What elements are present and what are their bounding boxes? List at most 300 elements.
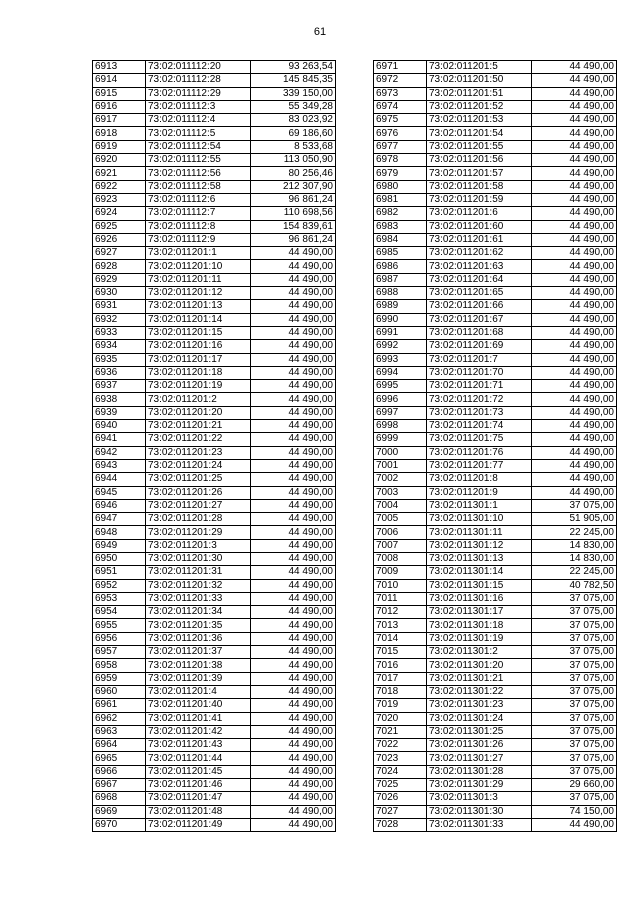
table-row <box>93 140 336 153</box>
cadastral-value: 37 075,00 <box>532 792 617 805</box>
cadastral-number: 73:02:011201:66 <box>427 300 532 313</box>
cadastral-number: 73:02:011201:74 <box>427 420 532 433</box>
row-number: 6993 <box>374 353 427 366</box>
table-row <box>93 193 336 206</box>
cadastral-value: 44 490,00 <box>532 313 617 326</box>
row-number: 6932 <box>93 313 146 326</box>
row-number: 6918 <box>93 127 146 140</box>
table-row <box>374 61 617 74</box>
cadastral-value: 44 490,00 <box>532 380 617 393</box>
cadastral-value: 44 490,00 <box>532 473 617 486</box>
cadastral-number: 73:02:011201:45 <box>146 765 251 778</box>
table-row <box>374 779 617 792</box>
cadastral-number: 73:02:011201:21 <box>146 420 251 433</box>
row-number: 6991 <box>374 326 427 339</box>
table-row <box>93 127 336 140</box>
row-number: 6929 <box>93 273 146 286</box>
cadastral-number: 73:02:011301:29 <box>427 779 532 792</box>
cadastral-value: 44 490,00 <box>532 61 617 74</box>
row-number: 6984 <box>374 233 427 246</box>
row-number: 6945 <box>93 486 146 499</box>
cadastral-value: 44 490,00 <box>251 672 336 685</box>
row-number: 6998 <box>374 420 427 433</box>
row-number: 7002 <box>374 473 427 486</box>
table-row <box>93 100 336 113</box>
cadastral-number: 73:02:011112:5 <box>146 127 251 140</box>
row-number: 6985 <box>374 247 427 260</box>
cadastral-value: 22 245,00 <box>532 526 617 539</box>
table-row <box>93 552 336 565</box>
table-row <box>374 380 617 393</box>
row-number: 6996 <box>374 393 427 406</box>
cadastral-value: 37 075,00 <box>532 712 617 725</box>
cadastral-number: 73:02:011201:68 <box>427 326 532 339</box>
row-number: 7014 <box>374 632 427 645</box>
cadastral-number: 73:02:011201:70 <box>427 366 532 379</box>
row-number: 7025 <box>374 779 427 792</box>
table-row <box>374 592 617 605</box>
row-number: 6957 <box>93 646 146 659</box>
cadastral-value: 44 490,00 <box>251 380 336 393</box>
table-row <box>374 220 617 233</box>
cadastral-number: 73:02:011301:1 <box>427 499 532 512</box>
table-row <box>93 433 336 446</box>
cadastral-number: 73:02:011201:13 <box>146 300 251 313</box>
row-number: 6959 <box>93 672 146 685</box>
row-number: 6995 <box>374 380 427 393</box>
cadastral-number: 73:02:011201:16 <box>146 340 251 353</box>
table-row <box>374 685 617 698</box>
table-row <box>374 513 617 526</box>
cadastral-number: 73:02:011201:3 <box>146 539 251 552</box>
row-number: 6914 <box>93 74 146 87</box>
cadastral-number: 73:02:011201:53 <box>427 114 532 127</box>
table-row <box>374 154 617 167</box>
row-number: 6916 <box>93 100 146 113</box>
cadastral-number: 73:02:011301:22 <box>427 685 532 698</box>
cadastral-number: 73:02:011201:7 <box>427 353 532 366</box>
cadastral-number: 73:02:011201:4 <box>146 685 251 698</box>
row-number: 7007 <box>374 539 427 552</box>
cadastral-value: 44 490,00 <box>251 579 336 592</box>
table-row <box>93 220 336 233</box>
cadastral-value: 37 075,00 <box>532 619 617 632</box>
table-row <box>93 792 336 805</box>
table-row <box>93 712 336 725</box>
cadastral-number: 73:02:011112:55 <box>146 154 251 167</box>
cadastral-number: 73:02:011201:44 <box>146 752 251 765</box>
table-row <box>374 313 617 326</box>
table-row <box>93 592 336 605</box>
cadastral-value: 44 490,00 <box>251 486 336 499</box>
table-row <box>93 353 336 366</box>
cadastral-value: 44 490,00 <box>251 353 336 366</box>
cadastral-value: 44 490,00 <box>532 366 617 379</box>
table-row <box>374 552 617 565</box>
cadastral-value: 44 490,00 <box>532 167 617 180</box>
cadastral-number: 73:02:011201:1 <box>146 247 251 260</box>
table-row <box>374 539 617 552</box>
cadastral-number: 73:02:011201:50 <box>427 74 532 87</box>
table-row <box>93 300 336 313</box>
cadastral-number: 73:02:011301:28 <box>427 765 532 778</box>
table-row <box>93 167 336 180</box>
cadastral-number: 73:02:011201:73 <box>427 406 532 419</box>
cadastral-value: 44 490,00 <box>532 127 617 140</box>
cadastral-number: 73:02:011201:57 <box>427 167 532 180</box>
cadastral-number: 73:02:011201:28 <box>146 513 251 526</box>
table-row <box>93 380 336 393</box>
cadastral-value: 44 490,00 <box>251 606 336 619</box>
cadastral-value: 44 490,00 <box>532 193 617 206</box>
cadastral-value: 44 490,00 <box>532 818 617 831</box>
table-row <box>93 579 336 592</box>
table-row <box>374 805 617 818</box>
cadastral-number: 73:02:011201:35 <box>146 619 251 632</box>
cadastral-number: 73:02:011201:30 <box>146 552 251 565</box>
table-row <box>93 739 336 752</box>
table-row <box>374 725 617 738</box>
table-row <box>374 712 617 725</box>
cadastral-value: 93 263,54 <box>251 61 336 74</box>
row-number: 6923 <box>93 193 146 206</box>
table-row <box>93 87 336 100</box>
row-number: 7023 <box>374 752 427 765</box>
cadastral-value: 83 023,92 <box>251 114 336 127</box>
cadastral-number: 73:02:011112:56 <box>146 167 251 180</box>
cadastral-value: 44 490,00 <box>532 74 617 87</box>
row-number: 6983 <box>374 220 427 233</box>
row-number: 6924 <box>93 207 146 220</box>
row-number: 7018 <box>374 685 427 698</box>
row-number: 6926 <box>93 233 146 246</box>
cadastral-value: 44 490,00 <box>532 393 617 406</box>
table-row <box>93 646 336 659</box>
cadastral-value: 44 490,00 <box>532 220 617 233</box>
row-number: 6921 <box>93 167 146 180</box>
row-number: 7009 <box>374 566 427 579</box>
cadastral-value: 74 150,00 <box>532 805 617 818</box>
table-row <box>93 685 336 698</box>
table-row <box>374 100 617 113</box>
row-number: 6968 <box>93 792 146 805</box>
table-row <box>93 699 336 712</box>
cadastral-number: 73:02:011112:6 <box>146 193 251 206</box>
cadastral-value: 44 490,00 <box>251 473 336 486</box>
cadastral-value: 44 490,00 <box>251 499 336 512</box>
table-row <box>93 446 336 459</box>
row-number: 6944 <box>93 473 146 486</box>
table-row <box>93 513 336 526</box>
row-number: 7003 <box>374 486 427 499</box>
table-row <box>93 725 336 738</box>
table-row <box>93 779 336 792</box>
cadastral-number: 73:02:011201:75 <box>427 433 532 446</box>
cadastral-value: 44 490,00 <box>251 592 336 605</box>
row-number: 7011 <box>374 592 427 605</box>
table-row <box>374 606 617 619</box>
row-number: 6946 <box>93 499 146 512</box>
row-number: 6960 <box>93 685 146 698</box>
cadastral-number: 73:02:011301:17 <box>427 606 532 619</box>
row-number: 6956 <box>93 632 146 645</box>
row-number: 6947 <box>93 513 146 526</box>
cadastral-value: 44 490,00 <box>532 433 617 446</box>
row-number: 6938 <box>93 393 146 406</box>
cadastral-value: 44 490,00 <box>251 326 336 339</box>
cadastral-value: 44 490,00 <box>532 87 617 100</box>
row-number: 6937 <box>93 380 146 393</box>
cadastral-value: 44 490,00 <box>251 393 336 406</box>
cadastral-value: 44 490,00 <box>251 459 336 472</box>
cadastral-value: 37 075,00 <box>532 499 617 512</box>
table-row <box>93 207 336 220</box>
cadastral-number: 73:02:011201:24 <box>146 459 251 472</box>
cadastral-number: 73:02:011201:48 <box>146 805 251 818</box>
cadastral-number: 73:02:011112:8 <box>146 220 251 233</box>
cadastral-number: 73:02:011301:19 <box>427 632 532 645</box>
row-number: 7005 <box>374 513 427 526</box>
cadastral-number: 73:02:011201:43 <box>146 739 251 752</box>
table-row <box>93 486 336 499</box>
row-number: 6963 <box>93 725 146 738</box>
cadastral-table-left <box>92 60 336 832</box>
table-row <box>374 526 617 539</box>
cadastral-number: 73:02:011201:76 <box>427 446 532 459</box>
table-row <box>93 114 336 127</box>
table-row <box>374 273 617 286</box>
cadastral-number: 73:02:011301:20 <box>427 659 532 672</box>
table-row <box>374 366 617 379</box>
row-number: 6982 <box>374 207 427 220</box>
table-row <box>374 619 617 632</box>
row-number: 6936 <box>93 366 146 379</box>
cadastral-number: 73:02:011201:63 <box>427 260 532 273</box>
row-number: 6942 <box>93 446 146 459</box>
cadastral-value: 44 490,00 <box>532 207 617 220</box>
table-row <box>374 74 617 87</box>
row-number: 6964 <box>93 739 146 752</box>
cadastral-value: 37 075,00 <box>532 592 617 605</box>
row-number: 6981 <box>374 193 427 206</box>
table-row <box>93 606 336 619</box>
row-number: 6917 <box>93 114 146 127</box>
cadastral-number: 73:02:011201:12 <box>146 287 251 300</box>
cadastral-value: 44 490,00 <box>532 486 617 499</box>
cadastral-value: 37 075,00 <box>532 646 617 659</box>
cadastral-value: 44 490,00 <box>251 619 336 632</box>
table-row <box>93 326 336 339</box>
row-number: 6943 <box>93 459 146 472</box>
cadastral-number: 73:02:011112:3 <box>146 100 251 113</box>
cadastral-number: 73:02:011301:25 <box>427 725 532 738</box>
table-row <box>374 114 617 127</box>
cadastral-number: 73:02:011201:38 <box>146 659 251 672</box>
row-number: 6951 <box>93 566 146 579</box>
cadastral-number: 73:02:011201:39 <box>146 672 251 685</box>
table-row <box>374 193 617 206</box>
cadastral-number: 73:02:011301:24 <box>427 712 532 725</box>
table-row <box>374 247 617 260</box>
row-number: 6962 <box>93 712 146 725</box>
cadastral-number: 73:02:011301:16 <box>427 592 532 605</box>
cadastral-number: 73:02:011201:55 <box>427 140 532 153</box>
table-row <box>93 672 336 685</box>
row-number: 6939 <box>93 406 146 419</box>
cadastral-number: 73:02:011201:6 <box>427 207 532 220</box>
cadastral-value: 339 150,00 <box>251 87 336 100</box>
table-row <box>93 154 336 167</box>
cadastral-value: 44 490,00 <box>251 552 336 565</box>
row-number: 6941 <box>93 433 146 446</box>
table-row <box>374 752 617 765</box>
cadastral-number: 73:02:011201:77 <box>427 459 532 472</box>
row-number: 7013 <box>374 619 427 632</box>
cadastral-number: 73:02:011201:62 <box>427 247 532 260</box>
cadastral-number: 73:02:011201:69 <box>427 340 532 353</box>
cadastral-value: 44 490,00 <box>532 446 617 459</box>
table-row <box>93 526 336 539</box>
row-number: 7020 <box>374 712 427 725</box>
table-row <box>93 74 336 87</box>
table-row <box>93 406 336 419</box>
cadastral-number: 73:02:011201:22 <box>146 433 251 446</box>
row-number: 6972 <box>374 74 427 87</box>
row-number: 6969 <box>93 805 146 818</box>
row-number: 6954 <box>93 606 146 619</box>
table-row <box>374 473 617 486</box>
table-row <box>93 287 336 300</box>
cadastral-number: 73:02:011301:30 <box>427 805 532 818</box>
table-row <box>93 273 336 286</box>
row-number: 7019 <box>374 699 427 712</box>
cadastral-value: 44 490,00 <box>251 725 336 738</box>
cadastral-number: 73:02:011201:67 <box>427 313 532 326</box>
row-number: 6988 <box>374 287 427 300</box>
cadastral-number: 73:02:011201:52 <box>427 100 532 113</box>
cadastral-value: 44 490,00 <box>532 247 617 260</box>
row-number: 7000 <box>374 446 427 459</box>
cadastral-number: 73:02:011112:54 <box>146 140 251 153</box>
table-row <box>93 393 336 406</box>
cadastral-number: 73:02:011201:15 <box>146 326 251 339</box>
cadastral-value: 37 075,00 <box>532 632 617 645</box>
cadastral-value: 44 490,00 <box>251 433 336 446</box>
cadastral-value: 44 490,00 <box>532 326 617 339</box>
row-number: 7028 <box>374 818 427 831</box>
table-row <box>374 393 617 406</box>
cadastral-number: 73:02:011301:33 <box>427 818 532 831</box>
table-row <box>374 792 617 805</box>
cadastral-number: 73:02:011112:58 <box>146 180 251 193</box>
table-row <box>93 233 336 246</box>
row-number: 7027 <box>374 805 427 818</box>
cadastral-number: 73:02:011301:21 <box>427 672 532 685</box>
table-row <box>374 646 617 659</box>
table-row <box>374 140 617 153</box>
cadastral-value: 37 075,00 <box>532 659 617 672</box>
row-number: 6973 <box>374 87 427 100</box>
table-row <box>374 287 617 300</box>
row-number: 6950 <box>93 552 146 565</box>
row-number: 6966 <box>93 765 146 778</box>
cadastral-value: 37 075,00 <box>532 752 617 765</box>
cadastral-number: 73:02:011201:19 <box>146 380 251 393</box>
cadastral-value: 96 861,24 <box>251 233 336 246</box>
table-row <box>374 459 617 472</box>
row-number: 7024 <box>374 765 427 778</box>
cadastral-value: 96 861,24 <box>251 193 336 206</box>
cadastral-value: 44 490,00 <box>251 513 336 526</box>
table-row <box>374 180 617 193</box>
cadastral-number: 73:02:011201:56 <box>427 154 532 167</box>
row-number: 6955 <box>93 619 146 632</box>
row-number: 6990 <box>374 313 427 326</box>
row-number: 6965 <box>93 752 146 765</box>
cadastral-value: 44 490,00 <box>532 300 617 313</box>
cadastral-value: 37 075,00 <box>532 765 617 778</box>
table-row <box>93 420 336 433</box>
cadastral-value: 44 490,00 <box>251 446 336 459</box>
cadastral-number: 73:02:011301:3 <box>427 792 532 805</box>
cadastral-number: 73:02:011201:58 <box>427 180 532 193</box>
cadastral-number: 73:02:011301:13 <box>427 552 532 565</box>
cadastral-number: 73:02:011201:31 <box>146 566 251 579</box>
cadastral-number: 73:02:011201:42 <box>146 725 251 738</box>
row-number: 6928 <box>93 260 146 273</box>
row-number: 6976 <box>374 127 427 140</box>
row-number: 6970 <box>93 818 146 831</box>
cadastral-number: 73:02:011201:64 <box>427 273 532 286</box>
cadastral-value: 44 490,00 <box>251 340 336 353</box>
cadastral-number: 73:02:011301:27 <box>427 752 532 765</box>
cadastral-number: 73:02:011112:20 <box>146 61 251 74</box>
cadastral-value: 44 490,00 <box>532 180 617 193</box>
cadastral-value: 37 075,00 <box>532 739 617 752</box>
cadastral-value: 55 349,28 <box>251 100 336 113</box>
row-number: 6980 <box>374 180 427 193</box>
table-row <box>93 260 336 273</box>
row-number: 6935 <box>93 353 146 366</box>
cadastral-value: 37 075,00 <box>532 672 617 685</box>
page-number: 61 <box>313 26 327 38</box>
cadastral-number: 73:02:011201:20 <box>146 406 251 419</box>
cadastral-number: 73:02:011112:7 <box>146 207 251 220</box>
cadastral-value: 44 490,00 <box>251 632 336 645</box>
cadastral-number: 73:02:011301:12 <box>427 539 532 552</box>
cadastral-value: 37 075,00 <box>532 606 617 619</box>
cadastral-value: 8 533,68 <box>251 140 336 153</box>
table-row <box>374 499 617 512</box>
row-number: 6979 <box>374 167 427 180</box>
cadastral-value: 44 490,00 <box>251 313 336 326</box>
cadastral-number: 73:02:011301:18 <box>427 619 532 632</box>
table-row <box>93 632 336 645</box>
table-row <box>93 805 336 818</box>
cadastral-value: 44 490,00 <box>251 273 336 286</box>
table-row <box>93 247 336 260</box>
cadastral-number: 73:02:011201:61 <box>427 233 532 246</box>
table-row <box>374 233 617 246</box>
cadastral-value: 44 490,00 <box>251 659 336 672</box>
cadastral-number: 73:02:011201:26 <box>146 486 251 499</box>
table-row <box>93 752 336 765</box>
cadastral-number: 73:02:011301:14 <box>427 566 532 579</box>
cadastral-number: 73:02:011201:59 <box>427 193 532 206</box>
cadastral-number: 73:02:011301:11 <box>427 526 532 539</box>
cadastral-value: 44 490,00 <box>532 140 617 153</box>
row-number: 6919 <box>93 140 146 153</box>
